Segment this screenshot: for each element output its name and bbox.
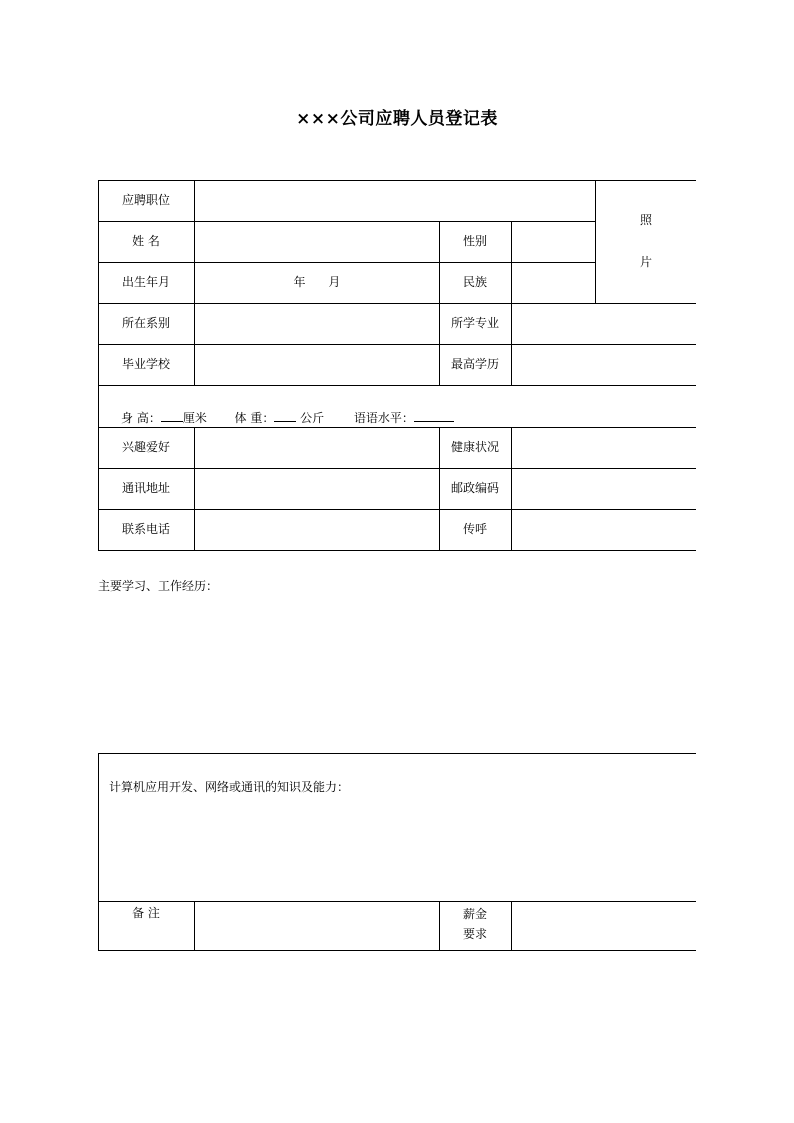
col-divider-photo (595, 180, 596, 304)
field-address[interactable] (195, 469, 439, 509)
label-language: 语语水平： (353, 411, 414, 425)
label-health: 健康状况 (450, 439, 499, 454)
label-salary: 薪金 要求 (462, 907, 487, 941)
label-phone: 联系电话 (121, 521, 170, 536)
field-position[interactable] (195, 181, 595, 221)
field-hobbies[interactable] (195, 428, 439, 468)
label-experience: 主要学习、工作经历： (98, 579, 219, 593)
field-height[interactable] (161, 410, 183, 422)
label-birth: 出生年月 (121, 274, 170, 289)
field-education[interactable] (512, 345, 696, 385)
table-border-bottom (98, 950, 696, 951)
label-major: 所学专业 (450, 315, 499, 330)
field-postcode[interactable] (512, 469, 696, 509)
label-name: 姓 名 (132, 233, 160, 248)
page-title: ×××公司应聘人员登记表 (296, 109, 498, 129)
row-divider-5 (98, 385, 696, 386)
label-department: 所在系别 (121, 315, 170, 330)
field-weight[interactable] (274, 410, 296, 422)
label-hobbies: 兴趣爱好 (121, 439, 170, 454)
field-gender[interactable] (512, 222, 595, 262)
body-stats-row (121, 409, 454, 426)
label-gender: 性别 (462, 233, 487, 248)
label-ethnicity: 民族 (462, 274, 487, 289)
field-pager[interactable] (512, 510, 696, 550)
field-birth[interactable]: 年 月 (293, 275, 341, 290)
label-weight-unit: 公斤 (300, 411, 325, 425)
row-divider-9 (98, 550, 696, 551)
label-height-unit: 厘米 (182, 411, 207, 425)
field-ethnicity[interactable] (512, 263, 595, 303)
label-education: 最高学历 (450, 356, 499, 371)
label-postcode: 邮政编码 (450, 480, 499, 495)
photo-label-top: 照 (639, 213, 652, 228)
field-school[interactable] (195, 345, 439, 385)
label-height: 身 高： (121, 411, 161, 425)
field-department[interactable] (195, 304, 439, 344)
label-computer-skills: 计算机应用开发、网络或通讯的知识及能力： (109, 780, 350, 794)
label-address: 通讯地址 (121, 480, 170, 495)
field-computer-skills[interactable] (99, 797, 695, 899)
field-remarks[interactable] (195, 902, 439, 950)
field-salary[interactable] (512, 902, 696, 950)
label-remarks: 备 注 (132, 906, 160, 920)
field-major[interactable] (512, 304, 696, 344)
field-experience[interactable] (99, 596, 695, 751)
field-language[interactable] (414, 410, 454, 422)
field-name[interactable] (195, 222, 439, 262)
label-position: 应聘职位 (121, 192, 170, 207)
field-health[interactable] (512, 428, 696, 468)
field-phone[interactable] (195, 510, 439, 550)
label-school: 毕业学校 (121, 356, 170, 371)
photo-label-bottom: 片 (639, 255, 652, 270)
row-divider-10 (98, 753, 696, 754)
label-pager: 传呼 (462, 521, 487, 536)
label-weight: 体 重： (234, 411, 275, 425)
